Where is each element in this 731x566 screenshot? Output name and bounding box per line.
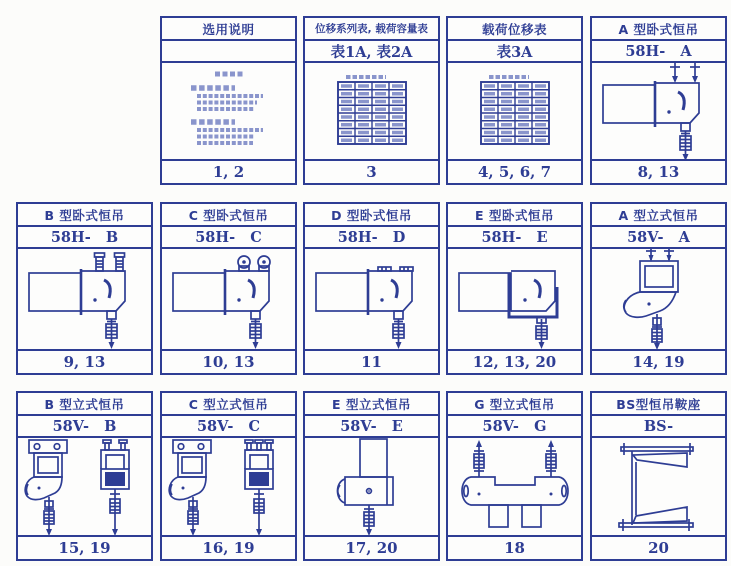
- card-page-numbers: 18: [448, 535, 581, 559]
- hanger-drawing-58v-g: [449, 439, 581, 535]
- card-page-numbers: 14, 19: [592, 349, 725, 373]
- card-displacement-series-table: [303, 16, 440, 185]
- card-figure-area: [448, 438, 581, 535]
- card-title: G 型立式恒吊: [448, 393, 581, 416]
- card-bs-saddle: [590, 391, 727, 561]
- card-page-numbers: 20: [592, 535, 725, 559]
- card-title: E 型卧式恒吊: [448, 204, 581, 227]
- card-page-numbers: 9, 13: [18, 349, 151, 373]
- card-title: 载荷位移表: [448, 18, 581, 41]
- card-figure-area: [162, 63, 295, 159]
- card-title: C 型立式恒吊: [162, 393, 295, 416]
- card-58v-a: [590, 202, 727, 375]
- hanger-drawing-58h-c: [167, 249, 291, 349]
- card-58v-g: [446, 391, 583, 561]
- card-subtitle: 58H- D: [305, 227, 438, 249]
- card-title: D 型卧式恒吊: [305, 204, 438, 227]
- card-title: E 型立式恒吊: [305, 393, 438, 416]
- card-subtitle: 表1A, 表2A: [305, 41, 438, 63]
- card-subtitle: 58H- A: [592, 41, 725, 63]
- card-page-numbers: 4, 5, 6, 7: [448, 159, 581, 183]
- card-subtitle: 58V- E: [305, 416, 438, 438]
- card-title: A 型立式恒吊: [592, 204, 725, 227]
- card-figure-area: [18, 249, 151, 349]
- card-figure-area: [305, 438, 438, 535]
- hanger-drawing-58v-a: [613, 249, 705, 349]
- card-figure-area: [305, 249, 438, 349]
- card-58v-e: [303, 391, 440, 561]
- card-page-numbers: 1, 2: [162, 159, 295, 183]
- card-58h-a: [590, 16, 727, 185]
- hanger-drawing-58v-c: [167, 438, 291, 535]
- card-subtitle: 表3A: [448, 41, 581, 63]
- card-page-numbers: 17, 20: [305, 535, 438, 559]
- card-subtitle: 58V- B: [18, 416, 151, 438]
- hanger-drawing-58h-d: [310, 249, 434, 349]
- card-figure-area: [592, 63, 725, 159]
- card-page-numbers: 12, 13, 20: [448, 349, 581, 373]
- card-page-numbers: 15, 19: [18, 535, 151, 559]
- card-subtitle: 58H- E: [448, 227, 581, 249]
- card-figure-area: [18, 438, 151, 535]
- hanger-drawing-58h-e: [453, 249, 577, 349]
- card-page-numbers: 3: [305, 159, 438, 183]
- card-subtitle: [162, 41, 295, 63]
- card-figure-area: [162, 249, 295, 349]
- card-title: A 型卧式恒吊: [592, 18, 725, 41]
- hanger-drawing-58v-e: [326, 438, 418, 535]
- card-title: B 型卧式恒吊: [18, 204, 151, 227]
- card-figure-area: [305, 63, 438, 159]
- hanger-drawing-58v-b: [23, 438, 147, 535]
- card-subtitle: 58H- B: [18, 227, 151, 249]
- card-page-numbers: 11: [305, 349, 438, 373]
- card-figure-area: [448, 63, 581, 159]
- card-58v-b: [16, 391, 153, 561]
- card-title: BS型恒吊鞍座: [592, 393, 725, 416]
- card-58v-c: [160, 391, 297, 561]
- card-figure-area: [448, 249, 581, 349]
- card-title: 位移系列表, 载荷容量表: [305, 18, 438, 41]
- card-title: 选用说明: [162, 18, 295, 41]
- hanger-drawing-58h-a: [597, 63, 721, 159]
- card-load-displacement-table: [446, 16, 583, 185]
- saddle-drawing-bs: [603, 438, 715, 535]
- card-58h-e: [446, 202, 583, 375]
- card-58h-d: [303, 202, 440, 375]
- card-figure-area: [592, 438, 725, 535]
- card-subtitle: 58H- C: [162, 227, 295, 249]
- card-58h-b: [16, 202, 153, 375]
- card-figure-area: [162, 438, 295, 535]
- card-subtitle: 58V- A: [592, 227, 725, 249]
- card-subtitle: 58V- G: [448, 416, 581, 438]
- card-subtitle: BS-: [592, 416, 725, 438]
- card-58h-c: [160, 202, 297, 375]
- hanger-drawing-58h-b: [23, 249, 147, 349]
- table-1a-2a-figure: [330, 70, 414, 152]
- card-title: C 型卧式恒吊: [162, 204, 295, 227]
- card-subtitle: 58V- C: [162, 416, 295, 438]
- card-figure-area: [592, 249, 725, 349]
- card-title: B 型立式恒吊: [18, 393, 151, 416]
- card-page-numbers: 8, 13: [592, 159, 725, 183]
- card-page-numbers: 10, 13: [162, 349, 295, 373]
- selection-notes-figure: [175, 65, 283, 157]
- card-page-numbers: 16, 19: [162, 535, 295, 559]
- card-selection-notes: [160, 16, 297, 185]
- table-3a-figure: [473, 70, 557, 152]
